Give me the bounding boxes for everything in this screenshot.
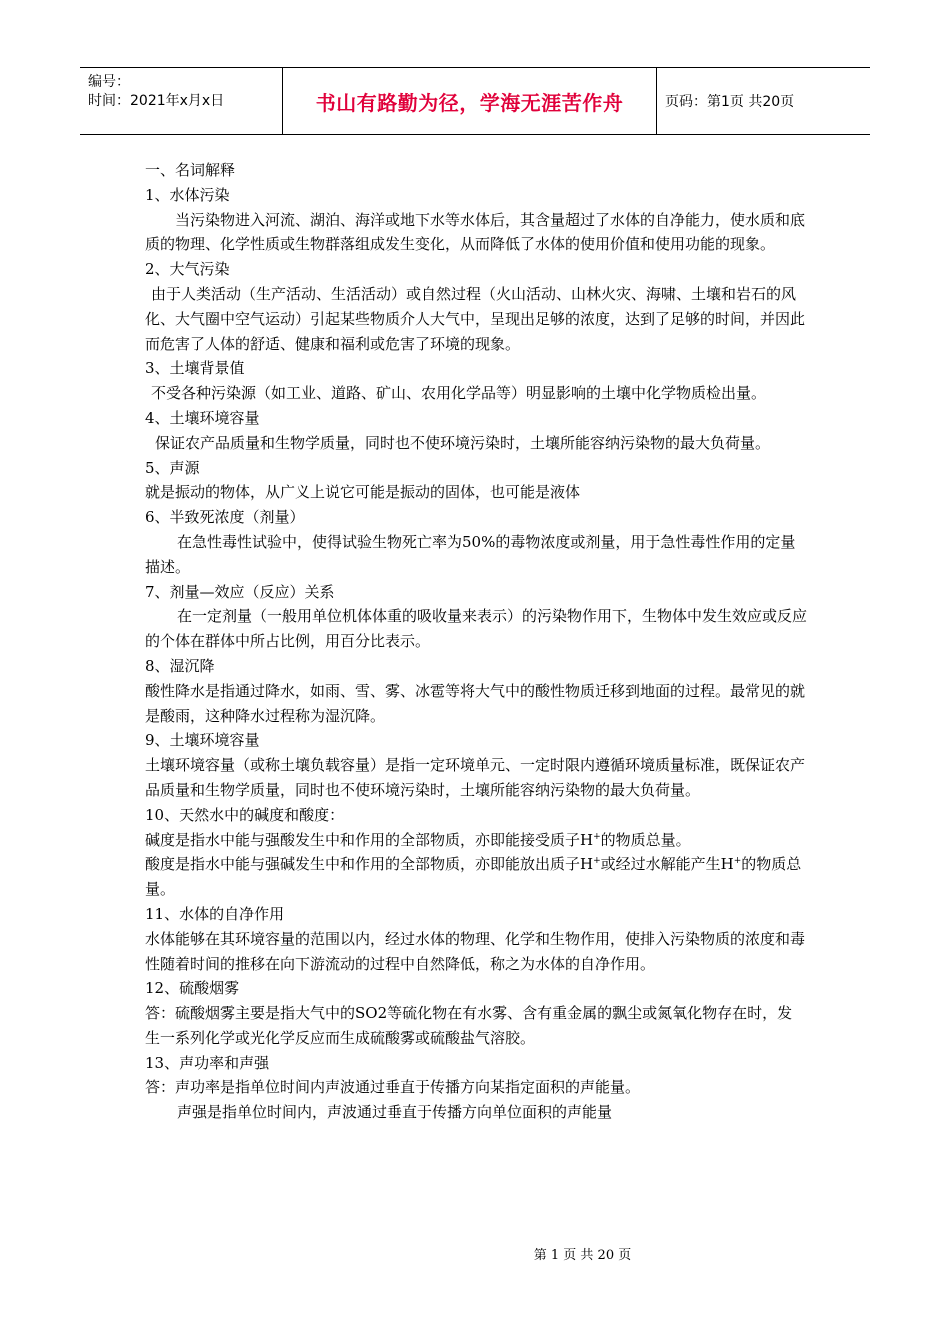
term-title: 4、土壤环境容量	[145, 408, 260, 427]
term-title: 8、湿沉降	[145, 656, 215, 675]
term-definition: 答：硫酸烟雾主要是指大气中的SO2等硫化物在有水雾、含有重金属的飘尘或氮氧化物存在时，发生一系列化学或光化学反应而生成硫酸雾或硫酸盐气溶胶。	[145, 1004, 793, 1047]
text-span: 酸度是指水中能与强碱发生中和作用的全部物质，亦即能放出质子H	[145, 855, 594, 874]
term-definition-alkalinity	[145, 828, 807, 853]
term-title: 3、土壤背景值	[145, 359, 245, 378]
term-title: 11、水体的自净作用	[145, 904, 285, 923]
term-definition: 答：声功率是指单位时间内声波通过垂直于传播方向某指定面积的声能量。	[145, 1078, 641, 1097]
text-span: 或经过水解能产生H	[600, 855, 734, 874]
text-span: 的物质总量。	[600, 830, 691, 849]
term-title: 1、水体污染	[145, 185, 230, 204]
superscript-plus: +	[593, 831, 601, 842]
document-body	[145, 158, 807, 1125]
term-title: 9、土壤环境容量	[145, 731, 260, 750]
header-left-cell	[80, 68, 283, 134]
term-title: 10、天然水中的碱度和酸度：	[145, 805, 345, 824]
header-table	[80, 67, 870, 135]
term-title: 2、大气污染	[145, 260, 230, 279]
superscript-plus: +	[733, 856, 742, 867]
term-definition: 就是振动的物体，从广义上说它可能是振动的固体，也可能是液体	[145, 483, 581, 502]
term-definition: 保证农产品质量和生物学质量，同时也不使环境污染时，土壤所能容纳污染物的最大负荷量。	[155, 433, 771, 452]
term-definition-acidity	[145, 852, 807, 902]
page-footer: 第 1 页 共 20 页	[533, 1248, 632, 1263]
term-definition: 在急性毒性试验中，使得试验生物死亡率为50%的毒物浓度或剂量，用于急性毒性作用的定量描述。	[145, 532, 796, 576]
term-title: 7、剂量—效应（反应）关系	[145, 582, 335, 601]
term-definition: 由于人类活动（生产活动、生活活动）或自然过程（火山活动、山林火灾、海啸、土壤和岩石的风化、大气圈中空气运动）引起某些物质介人大气中，呈现出足够的浓度，达到了足够的时间，并因此而危害了人体的舒适、健康和福利或危害了环境的现象。	[145, 284, 806, 353]
time-label: 时间：2021年x月x日	[88, 93, 225, 109]
text-span: 的物质总量。	[145, 855, 802, 899]
term-definition: 酸性降水是指通过降水，如雨、雪、雾、冰雹等将大气中的酸性物质迁移到地面的过程。最常见的就是酸雨，这种降水过程称为湿沉降。	[145, 681, 806, 725]
term-title: 12、硫酸烟雾	[145, 979, 240, 998]
term-definition: 声强是指单位时间内，声波通过垂直于传播方向单位面积的声能量	[177, 1103, 613, 1122]
section-title: 一、名词解释	[145, 161, 236, 179]
page-info: 页码：第1页 共20页	[665, 94, 795, 110]
text-span: 碱度是指水中能与强酸发生中和作用的全部物质，亦即能接受质子H	[145, 830, 594, 849]
term-definition: 当污染物进入河流、湖泊、海洋或地下水等水体后，其含量超过了水体的自净能力，使水质和底质的物理、化学性质或生物群落组成发生变化，从而降低了水体的使用价值和使用功能的现象。	[145, 210, 806, 254]
term-definition: 不受各种污染源（如工业、道路、矿山、农用化学品等）明显影响的土壤中化学物质检出量。	[151, 384, 767, 403]
term-title: 13、声功率和声强	[145, 1053, 270, 1072]
term-definition: 水体能够在其环境容量的范围以内，经过水体的物理、化学和生物作用，使排入污染物质的浓度和毒性随着时间的推移在向下游流动的过程中自然降低，称之为水体的自净作用。	[145, 929, 806, 973]
term-title: 6、半致死浓度（剂量）	[145, 508, 305, 527]
superscript-plus: +	[593, 856, 601, 867]
term-definition: 在一定剂量（一般用单位机体体重的吸收量来表示）的污染物作用下，生物体中发生效应或反应的个体在群体中所占比例，用百分比表示。	[145, 607, 808, 651]
motto: 书山有路勤为径，学海无涯苦作舟	[283, 68, 657, 134]
term-title: 5、声源	[145, 458, 200, 477]
term-definition: 土壤环境容量（或称土壤负载容量）是指一定环境单元、一定时限内遵循环境质量标准，既保证农产品质量和生物学质量，同时也不使环境污染时，土壤所能容纳污染物的最大负荷量。	[145, 756, 806, 799]
number-label: 编号：	[88, 74, 130, 90]
